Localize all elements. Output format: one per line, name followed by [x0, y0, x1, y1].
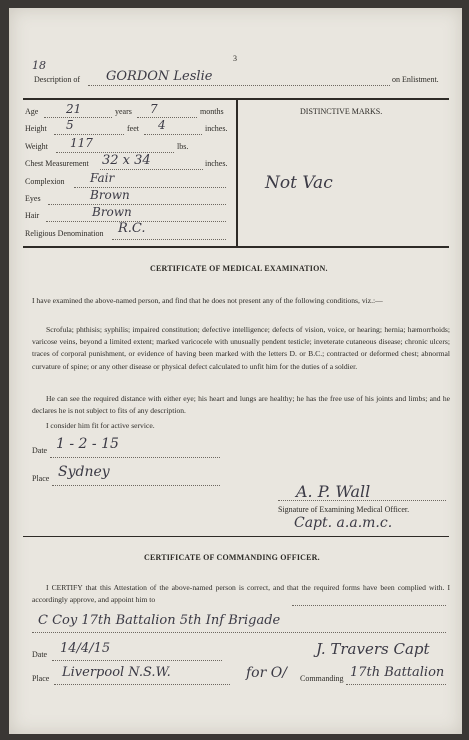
height-inches-value: 4 — [158, 118, 166, 132]
description-name-line — [88, 85, 390, 86]
height-feet-value: 5 — [66, 118, 74, 132]
medical-date-label: Date — [32, 446, 48, 455]
chest-label: Chest Measurement — [25, 159, 89, 168]
commanding-place-line — [54, 684, 230, 685]
commanding-unit-line — [32, 632, 446, 633]
hair-value: Brown — [92, 205, 132, 219]
medical-rank: Capt. a.a.m.c. — [294, 515, 393, 531]
medical-place-line — [52, 485, 220, 486]
commanding-place-label: Place — [32, 674, 50, 683]
commanding-heading: CERTIFICATE OF COMMANDING OFFICER. — [144, 553, 320, 562]
description-suffix: on Enlistment. — [392, 75, 439, 84]
medical-bottom-rule — [23, 536, 449, 537]
distinctive-marks-value: Not Vac — [265, 173, 333, 193]
margin-mark: 18 — [32, 59, 46, 72]
medical-date-line — [50, 457, 220, 458]
chest-line — [100, 169, 203, 170]
religion-label: Religious Denomination — [25, 229, 104, 238]
inches-label: inches. — [205, 124, 228, 133]
height-feet-line — [54, 134, 124, 135]
chest-inches-label: inches. — [205, 159, 228, 168]
medical-heading: CERTIFICATE OF MEDICAL EXAMINATION. — [150, 264, 328, 273]
commanding-appoint-line — [292, 605, 446, 606]
complexion-label: Complexion — [25, 177, 65, 186]
eyes-line — [48, 204, 226, 205]
medical-signature: A. P. Wall — [296, 482, 371, 501]
medical-signature-caption: Signature of Examining Medical Officer. — [278, 505, 410, 514]
page-number: 3 — [233, 54, 237, 63]
hair-label: Hair — [25, 211, 40, 220]
commanding-signature: J. Travers Capt — [316, 640, 430, 658]
months-label: months — [200, 107, 224, 116]
religion-value: R.C. — [118, 221, 146, 236]
medical-para-2: Scrofula; phthisis; syphilis; impaired constitution; defective intelligence; defects of vision, voice, or hearing; hernia; hæmorrhoids; varicose veins, beyond a limited extent; marked varicocele with unusually pendent testicle; inveterate cutaneous disease; chronic ulcers; traces of corporal punishment, or evidence of having been marked with the letters D. or B.C.; contracted or deformed chest; abnormal curvature of spine; or any other disease or physical defect calculated to unfit him for the duties of a soldier. — [32, 325, 450, 371]
height-label: Height — [25, 124, 47, 133]
commanding-place-value: Liverpool N.S.W. — [62, 665, 171, 680]
medical-para-3: He can see the required distance with either eye; his heart and lungs are healthy; he has the free use of his joints and limbs; and he declares he is not subject to fits of any description. — [32, 394, 450, 416]
medical-place-value: Sydney — [58, 464, 110, 480]
chest-value: 32 x 34 — [102, 153, 151, 168]
distinctive-marks-heading: DISTINCTIVE MARKS. — [300, 107, 383, 116]
commanding-unit: C Coy 17th Battalion 5th Inf Brigade — [38, 613, 281, 628]
medical-para-1: I have examined the above-named person, and find that he does not present any of the following conditions, viz.:— — [32, 296, 383, 305]
weight-label: Weight — [25, 142, 48, 151]
description-name: GORDON Leslie — [106, 69, 213, 84]
religion-line — [112, 239, 226, 240]
description-prefix: Description of — [34, 75, 80, 84]
age-years-line — [44, 117, 112, 118]
commanding-para-1: I CERTIFY that this Attestation of the above-named person is correct, and that the required forms have been complied with. I accordingly approve, and appoint him to — [32, 583, 450, 605]
age-months-line — [137, 117, 197, 118]
attestation-page — [9, 8, 462, 734]
years-label: years — [115, 107, 132, 116]
commanding-label: Commanding — [300, 674, 344, 683]
age-label: Age — [25, 107, 39, 116]
eyes-label: Eyes — [25, 194, 41, 203]
weight-value: 117 — [70, 136, 93, 150]
box-divider — [236, 98, 238, 248]
commanding-date-value: 14/4/15 — [60, 641, 111, 656]
complexion-value: Fair — [90, 171, 115, 185]
medical-place-label: Place — [32, 474, 50, 483]
medical-para-4: I consider him fit for active service. — [46, 421, 155, 430]
commanding-for-text: for O/ — [246, 665, 287, 681]
commanding-value: 17th Battalion — [350, 665, 445, 680]
age-months-value: 7 — [150, 102, 158, 116]
commanding-date-line — [52, 660, 222, 661]
medical-date-value: 1 - 2 - 15 — [56, 436, 119, 452]
height-inches-line — [144, 134, 202, 135]
commanding-unit-signature-line — [346, 684, 446, 685]
lbs-label: lbs. — [177, 142, 189, 151]
feet-label: feet — [127, 124, 139, 133]
eyes-value: Brown — [90, 188, 130, 202]
commanding-date-label: Date — [32, 650, 48, 659]
age-years-value: 21 — [66, 102, 82, 116]
